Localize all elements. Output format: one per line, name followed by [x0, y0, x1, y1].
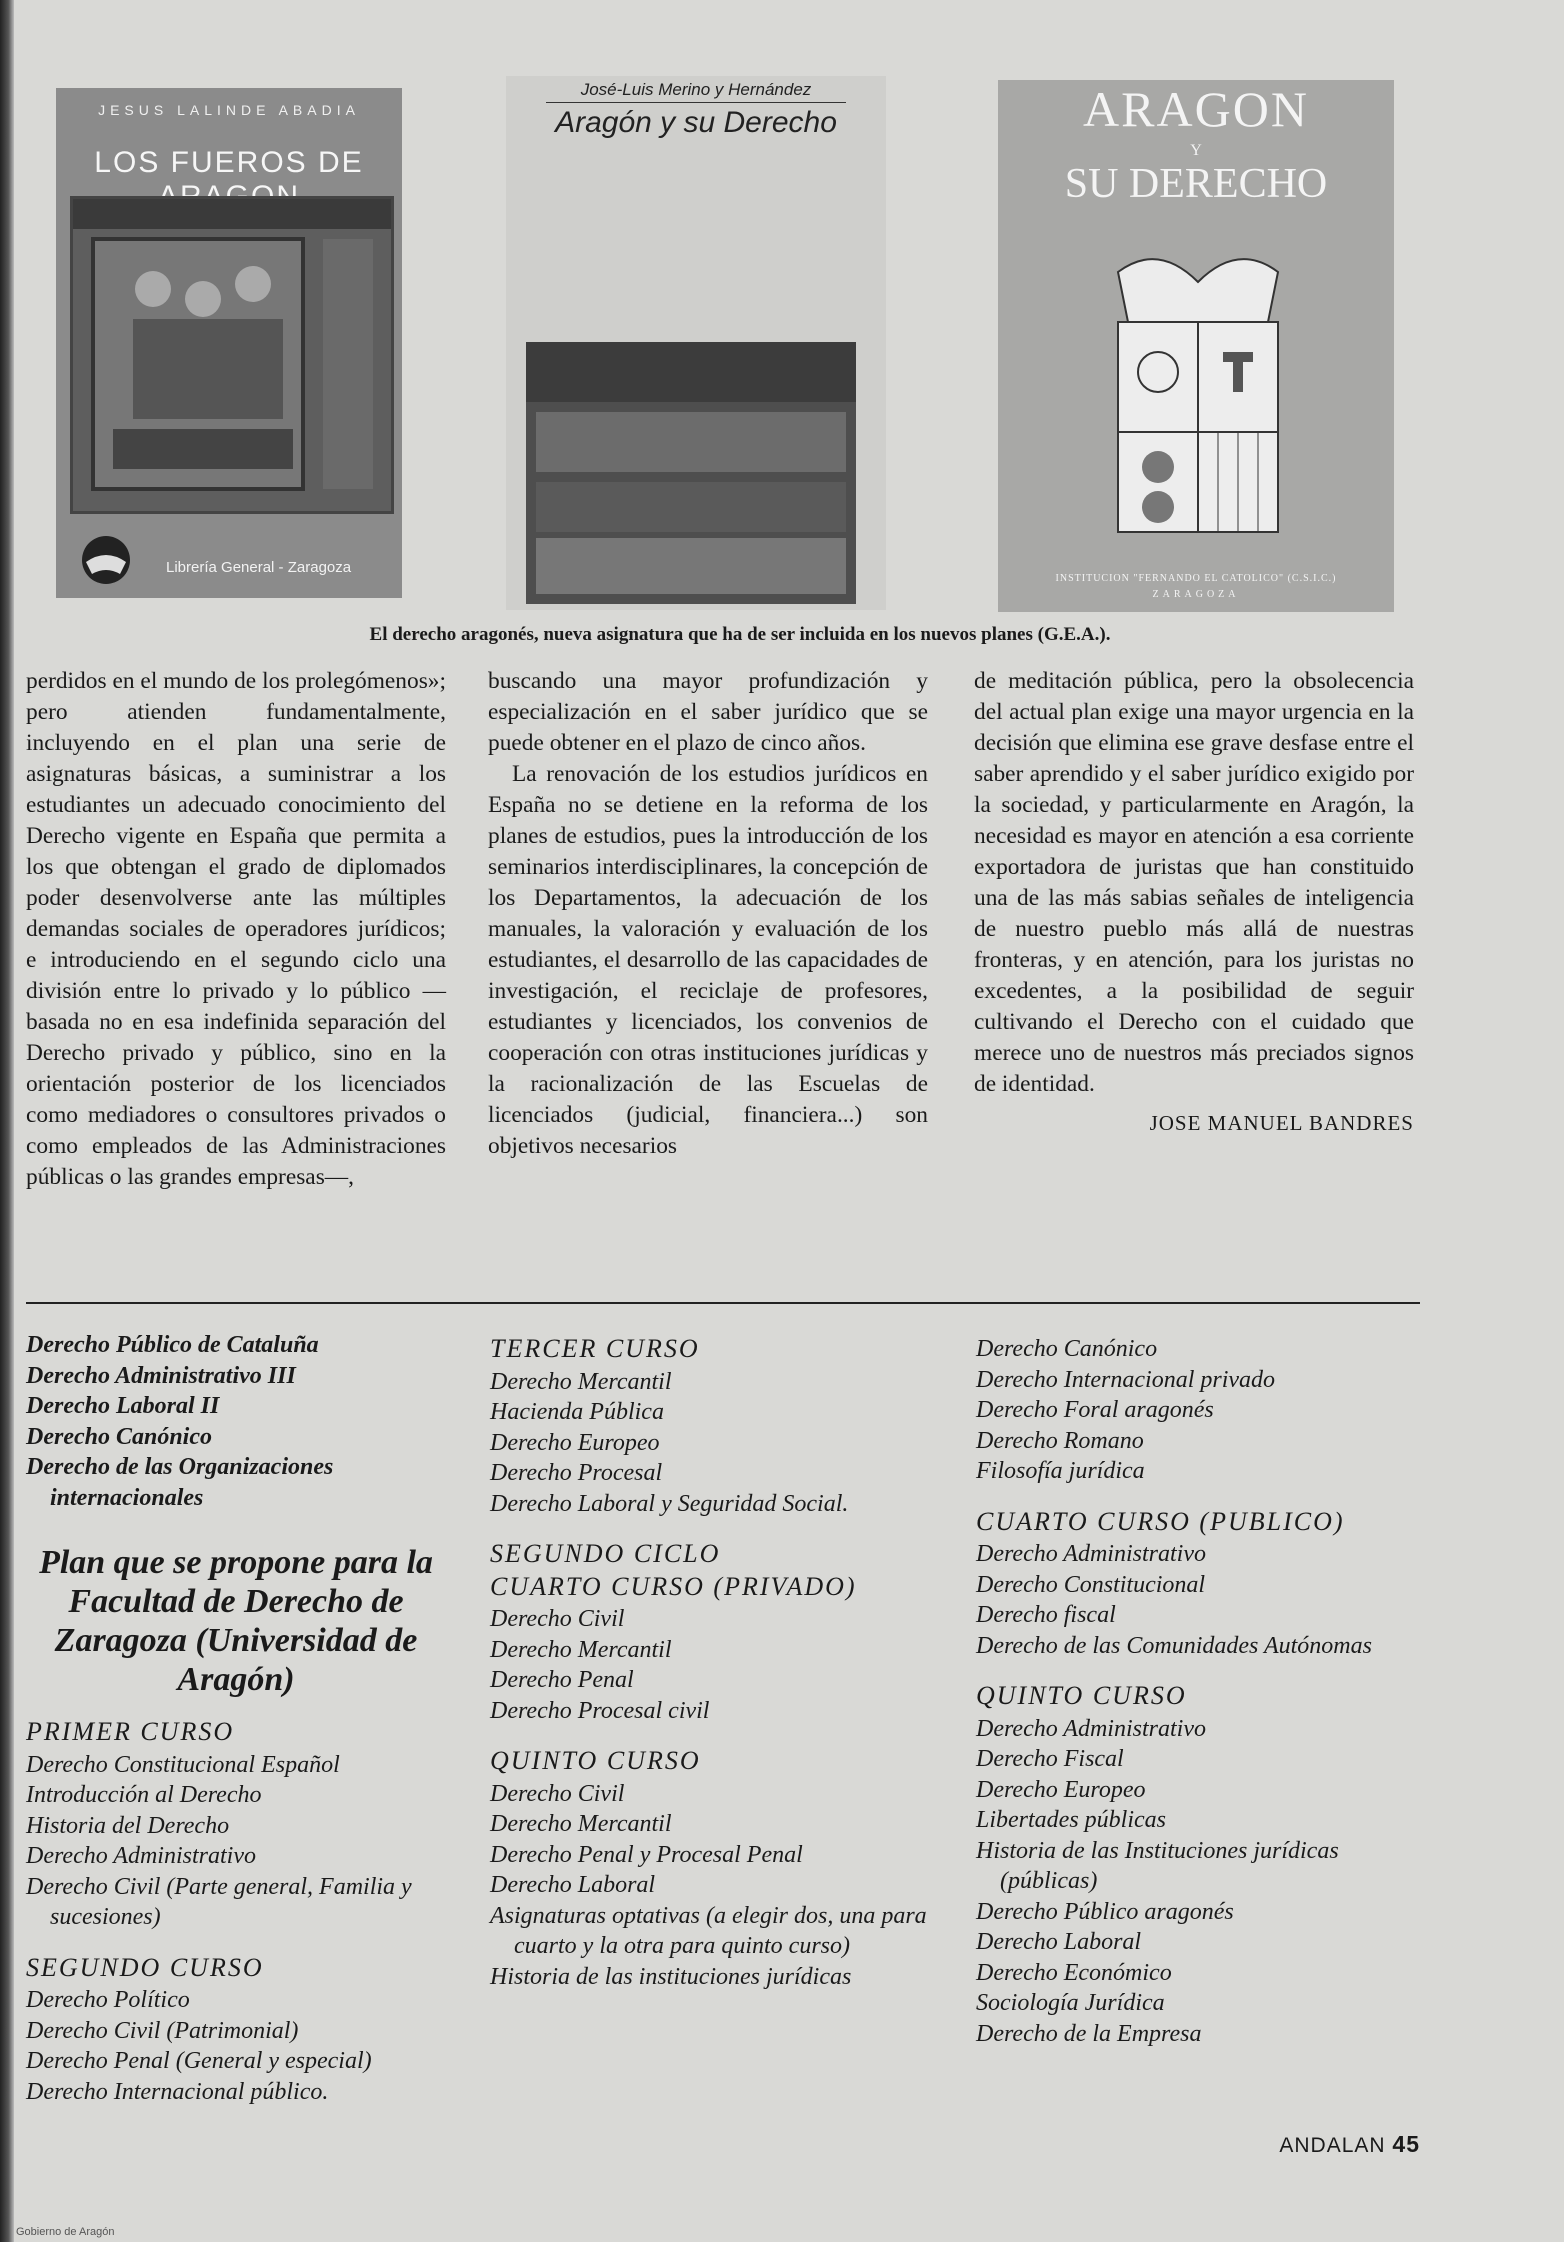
list-item: Derecho Político: [26, 1987, 190, 2013]
list-item: Derecho Canónico: [26, 1423, 212, 1450]
list-item: Derecho Mercantil: [490, 1636, 672, 1663]
list-item: Derecho Civil: [490, 1606, 625, 1632]
section-heading: PRIMER CURSO: [26, 1717, 235, 1746]
list-item: Derecho Público de Cataluña: [26, 1332, 319, 1358]
article-signature: JOSE MANUEL BANDRES: [1149, 1111, 1414, 1135]
list-item: Introducción al Derecho: [26, 1782, 262, 1808]
list-item: Derecho Laboral II: [26, 1393, 220, 1419]
list-item: Derecho de las Organizaciones internacionales: [26, 1454, 334, 1511]
book-cover-aragon-y-su-derecho: [506, 76, 886, 610]
list-item: Derecho Público aragonés: [976, 1898, 1234, 1925]
section-heading: CUARTO CURSO (PRIVADO): [490, 1571, 857, 1601]
cover-illustration: [526, 342, 856, 604]
list-item: Derecho de las Comunidades Autónomas: [976, 1632, 1372, 1659]
list-item: Derecho Laboral: [490, 1872, 656, 1898]
cover-illustration: [70, 196, 394, 514]
list-item: Derecho Económico: [976, 1959, 1172, 1986]
list-item: Derecho Administrativo: [26, 1843, 256, 1869]
list-item: Historia de las Instituciones jurídicas (públicas): [976, 1837, 1339, 1894]
list-item: Derecho Constitucional: [976, 1571, 1206, 1598]
photo-caption: El derecho aragonés, nueva asignatura que ha de ser incluida en los nuevos planes (G.E.A.).: [369, 624, 1111, 645]
list-item: Filosofía jurídica: [976, 1458, 1145, 1484]
section-divider: [26, 1302, 1420, 1304]
list-item: Derecho Foral aragonés: [976, 1397, 1214, 1423]
cover-publisher: Librería General - Zaragoza: [166, 559, 352, 576]
list-item: Derecho Mercantil: [490, 1811, 672, 1837]
plan-title: Plan que se propone para la Facultad de Derecho de Zaragoza (Universidad de Aragón): [39, 1544, 433, 1698]
cover-city: ZARAGOZA: [1152, 589, 1240, 600]
magazine-name: ANDALAN: [1279, 2134, 1386, 2157]
section-heading: QUINTO CURSO: [976, 1681, 1187, 1710]
list-item: Derecho Penal: [490, 1667, 634, 1693]
list-item: Derecho Romano: [976, 1427, 1144, 1454]
list-item: Hacienda Pública: [490, 1399, 664, 1425]
list-item: Derecho fiscal: [976, 1602, 1116, 1628]
list-item: Derecho Civil (Patrimonial): [26, 2017, 299, 2044]
course-list-column-1: [26, 1330, 446, 2107]
article-paragraph: La renovación de los estudios jurídicos en España no se detiene en la reforma de los planes de estudios, pues la introducción de los seminarios interdisciplinares, la concepción de los Departamentos, la adecuación de los manuales, la valoración y evaluación de los estudiantes, el desarrollo de las capacidades de investigación, el reciclaje de profesores, estudiantes y licenciados, los convenios de cooperación con otras instituciones jurídicas y la racionalización de las Escuelas de licenciados (judicial, financiera...) son objetivos necesarios: [488, 761, 928, 1159]
list-item: Derecho Procesal civil: [490, 1697, 710, 1724]
cover-title: LOS FUEROS DE: [94, 146, 364, 179]
list-item: Derecho Europeo: [490, 1429, 660, 1456]
cover-author: JESUS LALINDE ABADIA: [98, 102, 360, 118]
book-cover-los-fueros: [56, 88, 402, 598]
list-item: Historia de las instituciones jurídicas: [490, 1963, 852, 1990]
list-item: Derecho Penal y Procesal Penal: [490, 1841, 803, 1868]
article-paragraph: perdidos en el mundo de los prolegómenos»; pero atienden fundamentalmente, incluyendo en el plan una serie de asignaturas básicas, a suministrar a los estudiantes un adecuado conocimiento del Derecho vigente en España que permita a los que obtengan el grado de diplomados poder desenvolverse ante las múltiples demandas sociales de operadores jurídicos; e introduciendo en el segundo ciclo una división entre lo privado y lo público —basada no en esa indefinida separación del Derecho privado y público, sino en la orientación posterior de los licenciados como mediadores o consultores privados o como empleados de las Administraciones públicas o las grandes empresas—,: [26, 668, 446, 1190]
article-paragraph: de meditación pública, pero la obsolecencia del actual plan exige una mayor urgencia en la decisión que elimina ese grave desfase entre el saber aprendido y el saber jurídico exigido por la sociedad, y particularmente en Aragón, la necesidad es mayor en atención a esa corriente exportadora de juristas que han constituido una de las más sabias señales de inteligencia de nuestro pueblo más allá de nuestras fronteras, y en atención, para los juristas no excedentes, a la posibilidad de seguir cultivando el Derecho con el cuidado que merece uno de nuestros más preciados signos de identidad.: [974, 668, 1414, 1097]
cover-title: ARAGON: [1083, 81, 1309, 137]
section-heading: SEGUNDO CICLO: [490, 1539, 721, 1568]
list-item: Derecho Administrativo III: [26, 1362, 296, 1389]
list-item: Derecho Europeo: [976, 1776, 1146, 1803]
section-heading: TERCER CURSO: [490, 1334, 700, 1363]
cover-divider: [546, 102, 846, 103]
list-item: Derecho Penal (General y especial): [26, 2048, 372, 2074]
list-item: Derecho Civil (Parte general, Familia y sucesiones): [26, 1873, 412, 1930]
list-item: Derecho Administrativo: [976, 1541, 1206, 1567]
list-item: Asignaturas optativas (a elegir dos, una para cuarto y la otra para quinto curso): [490, 1902, 927, 1959]
cover-title: Aragón y su Derecho: [555, 106, 837, 139]
cover-subtitle: SU DERECHO: [1064, 161, 1328, 207]
list-item: Derecho Constitucional Español: [26, 1751, 340, 1778]
coat-of-arms-icon: [1098, 252, 1298, 552]
cover-title-conjunction: Y: [1190, 142, 1202, 159]
cover-institution: INSTITUCION "FERNANDO EL CATOLICO" (C.S.I.C.): [1055, 573, 1337, 584]
list-item: Historia del Derecho: [26, 1812, 230, 1839]
list-item: Derecho Mercantil: [490, 1368, 672, 1395]
list-item: Derecho Internacional público.: [26, 2078, 329, 2105]
section-heading: QUINTO CURSO: [490, 1746, 701, 1775]
list-item: Sociología Jurídica: [976, 1990, 1165, 2016]
article-column-2: [488, 666, 928, 1162]
section-heading: CUARTO CURSO (PUBLICO): [976, 1506, 1345, 1536]
list-item: Libertades públicas: [976, 1807, 1166, 1833]
page-footer: [1279, 2131, 1420, 2158]
course-list-column-2: [490, 1334, 930, 1992]
page-number: 45: [1392, 2131, 1420, 2157]
list-item: Derecho Civil: [490, 1780, 625, 1807]
archive-watermark: Gobierno de Aragón: [16, 2226, 115, 2238]
article-paragraph: buscando una mayor profundización y especialización en el saber jurídico que se puede obtener en el plazo de cinco años.: [488, 668, 928, 756]
list-item: Derecho Canónico: [976, 1336, 1158, 1362]
article-column-3: [974, 666, 1414, 1139]
list-item: Derecho Procesal: [490, 1460, 663, 1486]
cover-author: José-Luis Merino y Hernández: [580, 80, 812, 99]
book-cover-aragon-su-derecho: [998, 80, 1394, 612]
list-item: Derecho Administrativo: [976, 1715, 1206, 1742]
list-item: Derecho Internacional privado: [976, 1366, 1276, 1393]
article-column-1: [26, 666, 446, 1193]
list-item: Derecho Laboral: [976, 1929, 1142, 1955]
page-binding-shadow: [0, 0, 14, 2242]
list-item: Derecho Fiscal: [976, 1746, 1124, 1772]
list-item: Derecho de la Empresa: [976, 2020, 1202, 2047]
list-item: Derecho Laboral y Seguridad Social.: [490, 1490, 849, 1517]
publisher-logo-icon: [80, 534, 132, 586]
course-list-column-3: [976, 1334, 1416, 2049]
section-heading: SEGUNDO CURSO: [26, 1952, 264, 1982]
